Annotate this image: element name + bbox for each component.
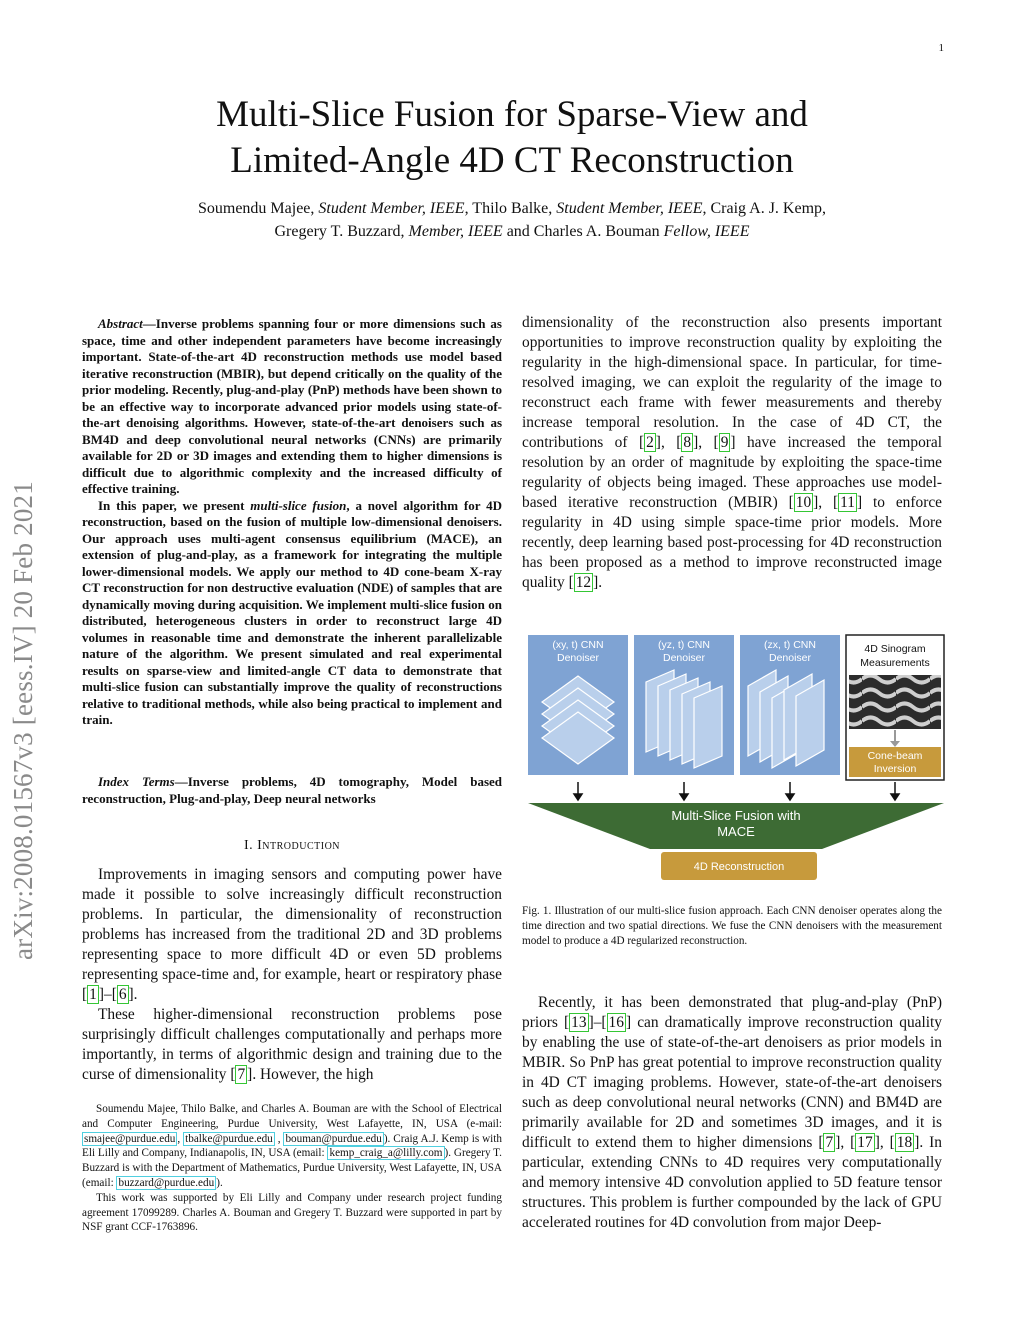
denoiser-label: Denoiser <box>556 652 600 664</box>
author-role: Member, IEEE <box>408 223 503 240</box>
author-line-1 <box>100 197 924 220</box>
xy-t-cnn-denoiser <box>528 635 628 775</box>
denoiser-label: Denoiser <box>768 652 812 664</box>
citation-link[interactable]: 1 <box>89 986 97 1003</box>
citation-link[interactable]: 2 <box>646 434 654 451</box>
footnote <box>82 1102 502 1235</box>
stacked-slices-icon <box>646 670 722 768</box>
figure-caption: Fig. 1. Illustration of our multi-slice fusion approach. Each CNN denoiser operates along the time direction and two spatial directions. We fuse the CNN denoisers with the measurement model to produce a 4D regularized reconstruction. <box>522 905 942 947</box>
title-line-2: Limited-Angle 4D CT Reconstruction <box>230 140 794 181</box>
arxiv-stamp[interactable]: arXiv:2008.01567v3 [eess.IV] 20 Feb 2021 <box>8 481 38 960</box>
author-name: , Thilo Balke, <box>464 200 557 217</box>
sinogram-measurements <box>846 635 944 780</box>
author-role: Student Member, IEEE <box>318 200 465 217</box>
author-name: Gregery T. Buzzard, <box>274 223 409 240</box>
citation-link[interactable]: 8 <box>683 434 692 451</box>
footnote-funding: This work was supported by Eli Lilly and Company under research project funding agreement 17099289. Charles A. Bouman and Gregery T. Buzzard were supported in part by NSF grant CCF-1763896. <box>82 1191 502 1234</box>
denoiser-label: (zx, t) CNN <box>764 639 816 651</box>
author-line-2 <box>100 220 924 243</box>
page-number: 1 <box>938 42 944 54</box>
cone-beam-label: Inversion <box>873 763 917 775</box>
citation-link[interactable]: 16 <box>608 1014 624 1031</box>
email-link[interactable]: kemp_craig_a@lilly.com <box>329 1147 443 1160</box>
citation-link[interactable]: 9 <box>720 434 729 451</box>
author-role: Fellow, IEEE <box>663 223 750 240</box>
denoiser-label: (yz, t) CNN <box>658 639 710 651</box>
abstract-paragraph-1: Abstract—Inverse problems spanning four or more dimensions such as space, time and other independent parameters have become increasingly important. State-of-the-art 4D reconstruction methods use model based iterative reconstruction (MBIR), but depend critically on the quality of the prior modeling. Recently, plug-and-play (PnP) methods have been shown to be an effective way to incorporate advanced prior models using state-of-the-art denoising algorithms. However, state-of-the-art denoisers such as BM4D and deep convolutional neural networks (CNNs) are primarily available for 2D or 3D images and extending them to higher dimensions is difficult due to algorithmic complexity and the increased difficulty of effective training. <box>82 316 502 496</box>
abstract <box>82 316 502 729</box>
citation-link[interactable]: 12 <box>575 574 592 591</box>
abstract-label: Abstract <box>98 316 143 331</box>
citation-link[interactable]: 7 <box>237 1066 246 1083</box>
fusion-label: Multi-Slice Fusion with <box>671 808 801 823</box>
email-link[interactable]: smajee@purdue.edu <box>84 1132 176 1145</box>
author-name: , Craig A. J. Kemp, <box>702 200 827 217</box>
section-heading: I. Introduction <box>243 838 341 853</box>
arrow-head-icon <box>680 794 688 800</box>
flow-arrows <box>574 782 899 800</box>
figure-1-diagram <box>522 630 950 890</box>
footnote-affiliations: Soumendu Majee, Thilo Balke, and Charles A. Bouman are with the School of Electrical and Computer Engineering, Purdue University, West Lafayette, IN, USA (e-mail: smajee@purdue.edu , tbalke@purdue.edu , bouman@purdue.edu ). Craig A.J. Kemp is with Eli Lilly and Company, Indianapolis, IN, USA (email: kemp_craig_a@lilly.com ). Gregery T. Buzzard is with the Department of Mathematics, Purdue University, West Lafayette, IN, USA (email: buzzard@purdue.edu ). <box>82 1103 502 1189</box>
email-link[interactable]: buzzard@purdue.edu <box>118 1176 215 1189</box>
denoiser-label: (xy, t) CNN <box>552 639 604 651</box>
arrow-head-icon <box>786 794 794 800</box>
title-line-1: Multi-Slice Fusion for Sparse-View and <box>216 94 808 135</box>
citation-link[interactable]: 6 <box>118 986 127 1003</box>
paper-title <box>100 92 924 184</box>
citation-link[interactable]: 11 <box>840 494 855 511</box>
author-name: Soumendu Majee, <box>197 200 319 217</box>
citation-link[interactable]: 18 <box>896 1134 913 1151</box>
arrow-head-icon <box>891 794 899 800</box>
index-terms-label: Index Terms <box>98 774 175 789</box>
cone-beam-label: Cone-beam <box>867 750 923 762</box>
arrow-head-icon <box>574 794 582 800</box>
index-terms: Index Terms—Inverse problems, 4D tomography, Model based reconstruction, Plug-and-play, Deep neural networks <box>82 774 502 806</box>
citation-link[interactable]: 17 <box>857 1134 873 1151</box>
intro-paragraph-2: These higher-dimensional reconstruction problems pose surprisingly difficult challenges computationally and perhaps more importantly, in terms of algorithmic design and training due to the curse of dimensionality [ 7 ]. However, the high <box>82 1006 502 1083</box>
right-column-text-bottom <box>522 993 942 1233</box>
introduction-text <box>82 865 502 1085</box>
yz-t-cnn-denoiser <box>634 635 734 775</box>
author-role: Student Member, IEEE <box>556 200 703 217</box>
intro-paragraph-1: Improvements in imaging sensors and computing power have made it possible to solve increasingly difficult reconstruction problems. In particular, the dimensionality of reconstruction problems has increased from the traditional 2D and 3D problems representing space to more difficult 4D or even 5D problems representing space-time and, for example, heart or respiratory phase [ 1 ]–[ 6 ]. <box>82 866 502 1003</box>
reconstruction-label: 4D Reconstruction <box>693 861 785 873</box>
author-list <box>100 197 924 243</box>
stacked-slices-icon <box>748 670 824 768</box>
citation-link[interactable]: 10 <box>795 494 812 511</box>
fusion-label: MACE <box>717 824 755 839</box>
citation-link[interactable]: 13 <box>571 1014 587 1031</box>
denoiser-label: Denoiser <box>662 652 706 664</box>
email-link[interactable]: tbalke@purdue.edu <box>185 1132 273 1145</box>
right-paragraph: Recently, it has been demonstrated that plug-and-play (PnP) priors [ 13 ]–[ 16 ] can dramatically improve reconstruction quality by enabling the use of state-of-the-art denoisers as prior models in MBIR. So PnP has great potential to improve reconstruction quality in 4D CT imaging problems. However, state-of-the-art denoisers such as deep convolutional neural networks (CNN) and BM4D are primarily available for 2D and sometimes 3D images, and it is difficult to extend them to higher dimensions [ 7 ], [ 17 ], [ 18 ]. In particular, extending CNNs to 4D requires very computationally and memory intensive 4D convolution applied to 5D feature tensor structures. This problem is further compounded by the lack of GPU accelerated routines for 4D convolution from major Deep- <box>522 994 942 1231</box>
sinogram-label: Measurements <box>860 657 930 669</box>
abstract-paragraph-2: In this paper, we present multi-slice fusion, a novel algorithm for 4D reconstruction, based on the fusion of multiple low-dimensional denoisers. Our approach uses multi-agent consensus equilibrium (MACE), an extension of plug-and-play, as a framework for integrating the multiple lower-dimensional models. We apply our method to 4D cone-beam X-ray CT reconstruction for non destructive evaluation (NDE) of samples that are dynamically moving during acquisition. We implement multi-slice fusion on distributed, heterogeneous clusters in order to reconstruct large 4D volumes in reasonable time and demonstrate the inherent parallelizable nature of the algorithm. We present simulated and real experimental results on sparse-view and limited-angle CT data to demonstrate that multi-slice fusion can substantially improve the quality of reconstructions relative to traditional methods, while also being practical to implement and train. <box>82 497 502 727</box>
zx-t-cnn-denoiser <box>740 635 840 775</box>
email-link[interactable]: bouman@purdue.edu <box>285 1132 382 1145</box>
citation-link[interactable]: 7 <box>825 1134 834 1151</box>
sinogram-image <box>849 675 941 729</box>
right-column-text-top: dimensionality of the reconstruction also presents important opportunities to improve reconstruction quality by exploiting the regularity in the high-dimensional space. In particular, for time-resolved imaging, we can exploit the regularity of the image to reconstruct each frame with fewer measurements and thereby increase temporal resolution. In the case of 4D CT, the contributions of [ 2 ], [ 8 ], [ 9 ] have increased the temporal resolution by an order of magnitude by exploiting the space-time regularity of objects being imaged. These approaches use model-based iterative reconstruction (MBIR) [ 10 ], [ 11 ] to enforce regularity in 4D using simple space-time prior models. More recently, deep learning based post-processing for 4D reconstruction has been proposed as a method to improve reconstructed image quality [ 12 ]. <box>522 314 942 591</box>
author-name: and Charles A. Bouman <box>502 223 664 240</box>
sinogram-label: 4D Sinogram <box>864 643 926 655</box>
